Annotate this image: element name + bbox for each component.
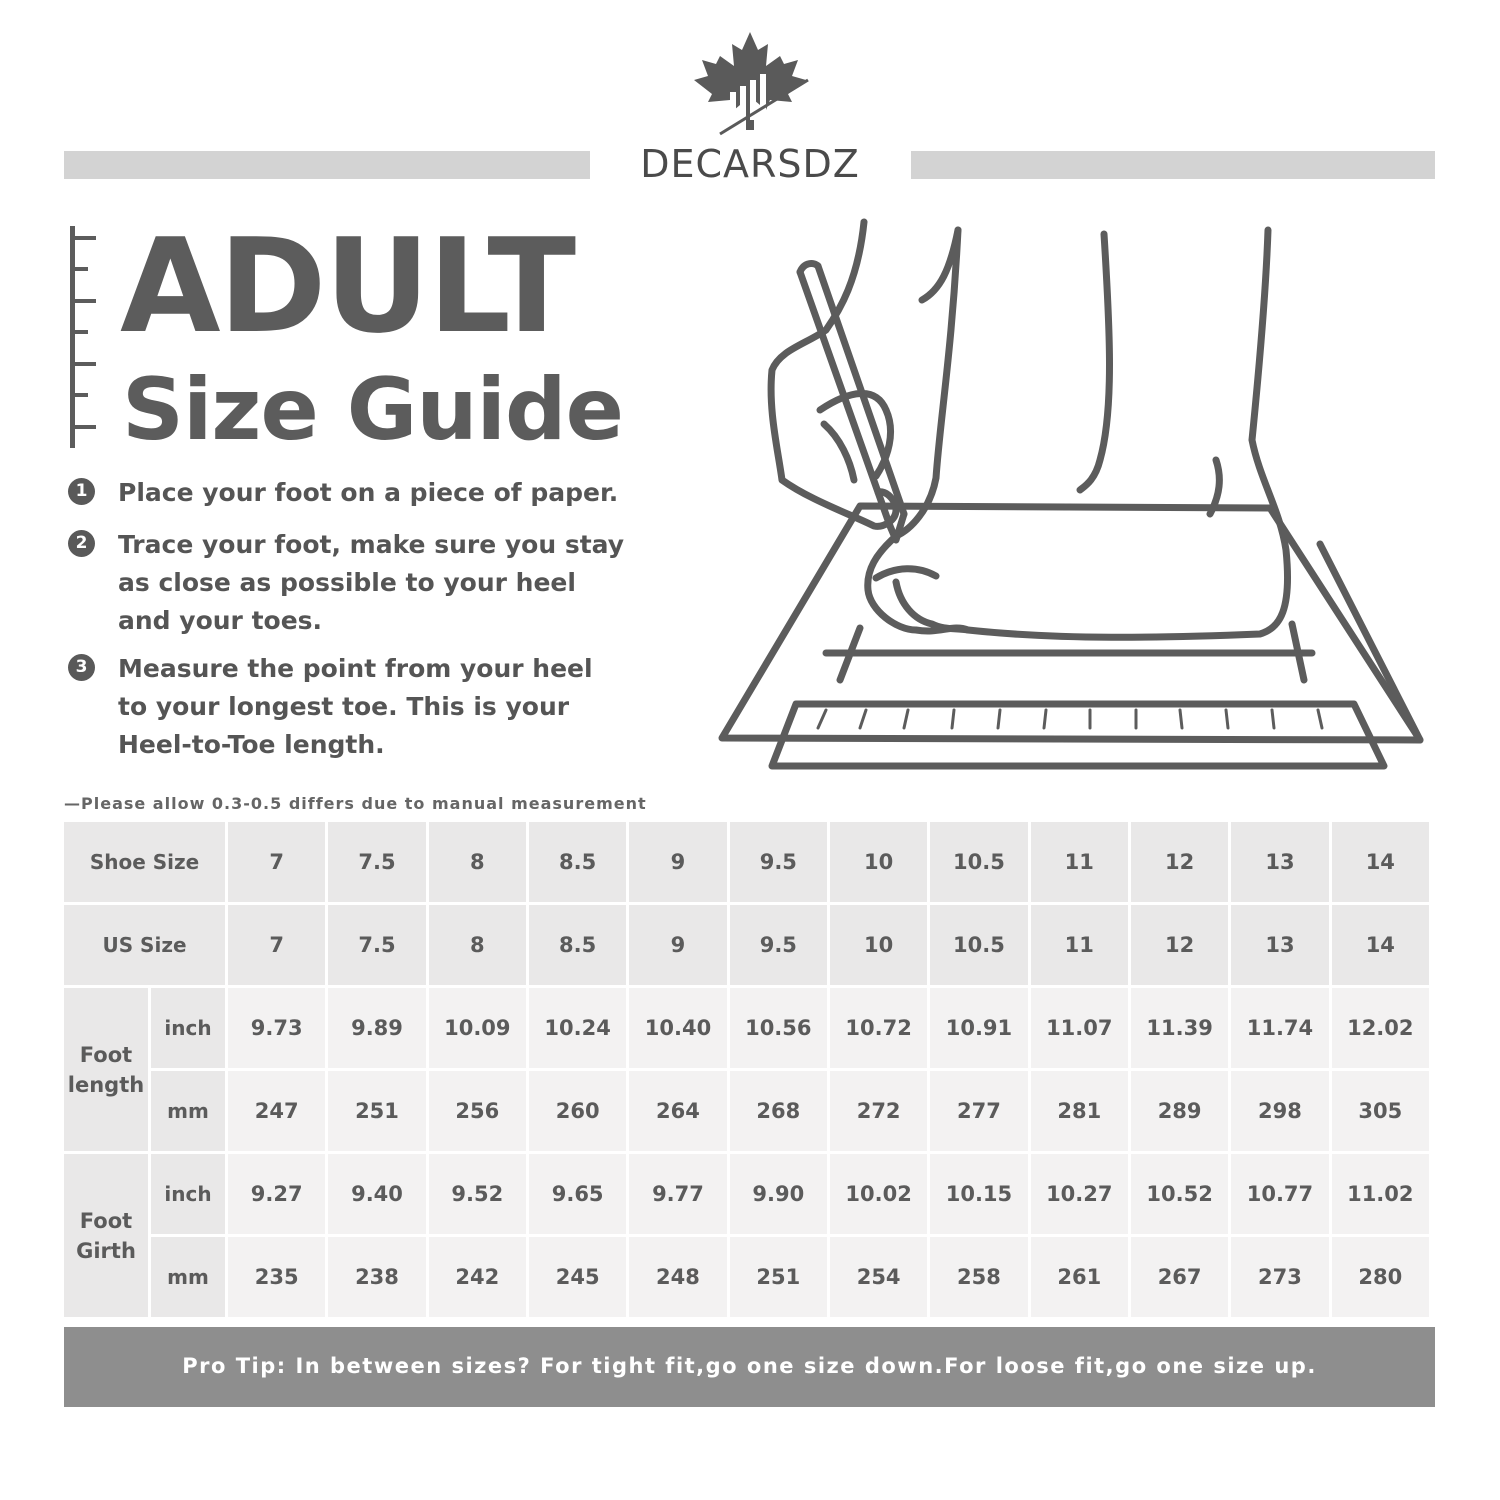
foot-length-mm-row: [64, 1071, 1429, 1151]
table-cell: 264: [629, 1071, 726, 1151]
shoe-size-label: Shoe Size: [64, 822, 225, 902]
table-cell: 267: [1131, 1237, 1228, 1317]
table-cell: 272: [830, 1071, 927, 1151]
unit-label: inch: [151, 988, 225, 1068]
table-cell: 7: [228, 905, 325, 985]
table-cell: 254: [830, 1237, 927, 1317]
table-cell: 10.5: [930, 822, 1027, 902]
table-cell: 9: [629, 905, 726, 985]
table-cell: 10.72: [830, 988, 927, 1068]
table-cell: 11.39: [1131, 988, 1228, 1068]
table-cell: 10.40: [629, 988, 726, 1068]
header-bar-left: [64, 151, 590, 179]
foot-girth-mm-row: [64, 1237, 1429, 1317]
measurement-note: —Please allow 0.3-0.5 differs due to manual measurement: [64, 794, 647, 813]
step-text: Trace your foot, make sure you stay as close as possible to your heel and your toes.: [118, 530, 625, 635]
table-cell: 8.5: [529, 822, 626, 902]
table-cell: 248: [629, 1237, 726, 1317]
unit-label: inch: [151, 1154, 225, 1234]
table-cell: 14: [1332, 905, 1429, 985]
table-cell: 7.5: [328, 905, 425, 985]
table-cell: 277: [930, 1071, 1027, 1151]
table-cell: 8: [429, 822, 526, 902]
size-chart-table: [61, 819, 1432, 1320]
header-bar-right: [911, 151, 1435, 179]
table-cell: 9: [629, 822, 726, 902]
table-cell: 9.73: [228, 988, 325, 1068]
page-title: ADULT: [120, 210, 575, 362]
table-cell: 10.09: [429, 988, 526, 1068]
table-cell: 245: [529, 1237, 626, 1317]
step-text: Measure the point from your heel to your longest toe. This is your Heel-to-Toe length.: [118, 654, 593, 759]
table-cell: 10.52: [1131, 1154, 1228, 1234]
table-cell: 256: [429, 1071, 526, 1151]
table-cell: 238: [328, 1237, 425, 1317]
table-cell: 12: [1131, 905, 1228, 985]
table-cell: 235: [228, 1237, 325, 1317]
table-cell: 260: [529, 1071, 626, 1151]
unit-label: mm: [151, 1237, 225, 1317]
table-cell: 9.65: [529, 1154, 626, 1234]
table-cell: 298: [1231, 1071, 1328, 1151]
step-number: 2: [68, 530, 95, 557]
table-cell: 11: [1031, 822, 1128, 902]
table-cell: 12: [1131, 822, 1228, 902]
table-cell: 9.40: [328, 1154, 425, 1234]
table-cell: 258: [930, 1237, 1027, 1317]
table-cell: 10.91: [930, 988, 1027, 1068]
table-cell: 8: [429, 905, 526, 985]
unit-label: mm: [151, 1071, 225, 1151]
foot-girth-inch-row: [64, 1154, 1429, 1234]
page-subtitle: Size Guide: [122, 360, 623, 460]
table-cell: 10.77: [1231, 1154, 1328, 1234]
step-text: Place your foot on a piece of paper.: [118, 478, 619, 507]
table-cell: 9.5: [730, 822, 827, 902]
brand-name: DECARSDZ: [640, 142, 860, 186]
table-cell: 11.74: [1231, 988, 1328, 1068]
table-cell: 8.5: [529, 905, 626, 985]
step-number: 3: [68, 654, 95, 681]
us-size-row: [64, 905, 1429, 985]
table-cell: 251: [730, 1237, 827, 1317]
table-cell: 289: [1131, 1071, 1228, 1151]
foot-measuring-illustration: [700, 210, 1440, 790]
table-cell: 14: [1332, 822, 1429, 902]
table-cell: 10.15: [930, 1154, 1027, 1234]
table-cell: 11.07: [1031, 988, 1128, 1068]
table-cell: 10: [830, 822, 927, 902]
table-cell: 10.56: [730, 988, 827, 1068]
table-cell: 251: [328, 1071, 425, 1151]
table-cell: 268: [730, 1071, 827, 1151]
table-cell: 7.5: [328, 822, 425, 902]
table-cell: 280: [1332, 1237, 1429, 1317]
table-cell: 9.77: [629, 1154, 726, 1234]
maple-leaf-logo-icon: [680, 30, 820, 142]
table-cell: 10.27: [1031, 1154, 1128, 1234]
table-cell: 13: [1231, 905, 1328, 985]
foot-length-label: Foot length: [64, 988, 148, 1151]
table-cell: 9.27: [228, 1154, 325, 1234]
table-cell: 242: [429, 1237, 526, 1317]
table-cell: 7: [228, 822, 325, 902]
shoe-size-row: [64, 822, 1429, 902]
table-cell: 9.90: [730, 1154, 827, 1234]
pro-tip-banner: Pro Tip: In between sizes? For tight fit,go one size down.For loose fit,go one size up.: [64, 1327, 1435, 1407]
table-cell: 9.89: [328, 988, 425, 1068]
foot-length-inch-row: [64, 988, 1429, 1068]
step-number: 1: [68, 478, 95, 505]
table-cell: 273: [1231, 1237, 1328, 1317]
table-cell: 9.5: [730, 905, 827, 985]
table-cell: 247: [228, 1071, 325, 1151]
table-cell: 10: [830, 905, 927, 985]
table-cell: 12.02: [1332, 988, 1429, 1068]
table-cell: 9.52: [429, 1154, 526, 1234]
table-cell: 13: [1231, 822, 1328, 902]
table-cell: 261: [1031, 1237, 1128, 1317]
ruler-icon: [68, 226, 100, 448]
table-cell: 10.5: [930, 905, 1027, 985]
us-size-label: US Size: [64, 905, 225, 985]
table-cell: 11: [1031, 905, 1128, 985]
table-cell: 11.02: [1332, 1154, 1429, 1234]
table-cell: 281: [1031, 1071, 1128, 1151]
foot-girth-label: Foot Girth: [64, 1154, 148, 1317]
table-cell: 10.24: [529, 988, 626, 1068]
table-cell: 10.02: [830, 1154, 927, 1234]
table-cell: 305: [1332, 1071, 1429, 1151]
